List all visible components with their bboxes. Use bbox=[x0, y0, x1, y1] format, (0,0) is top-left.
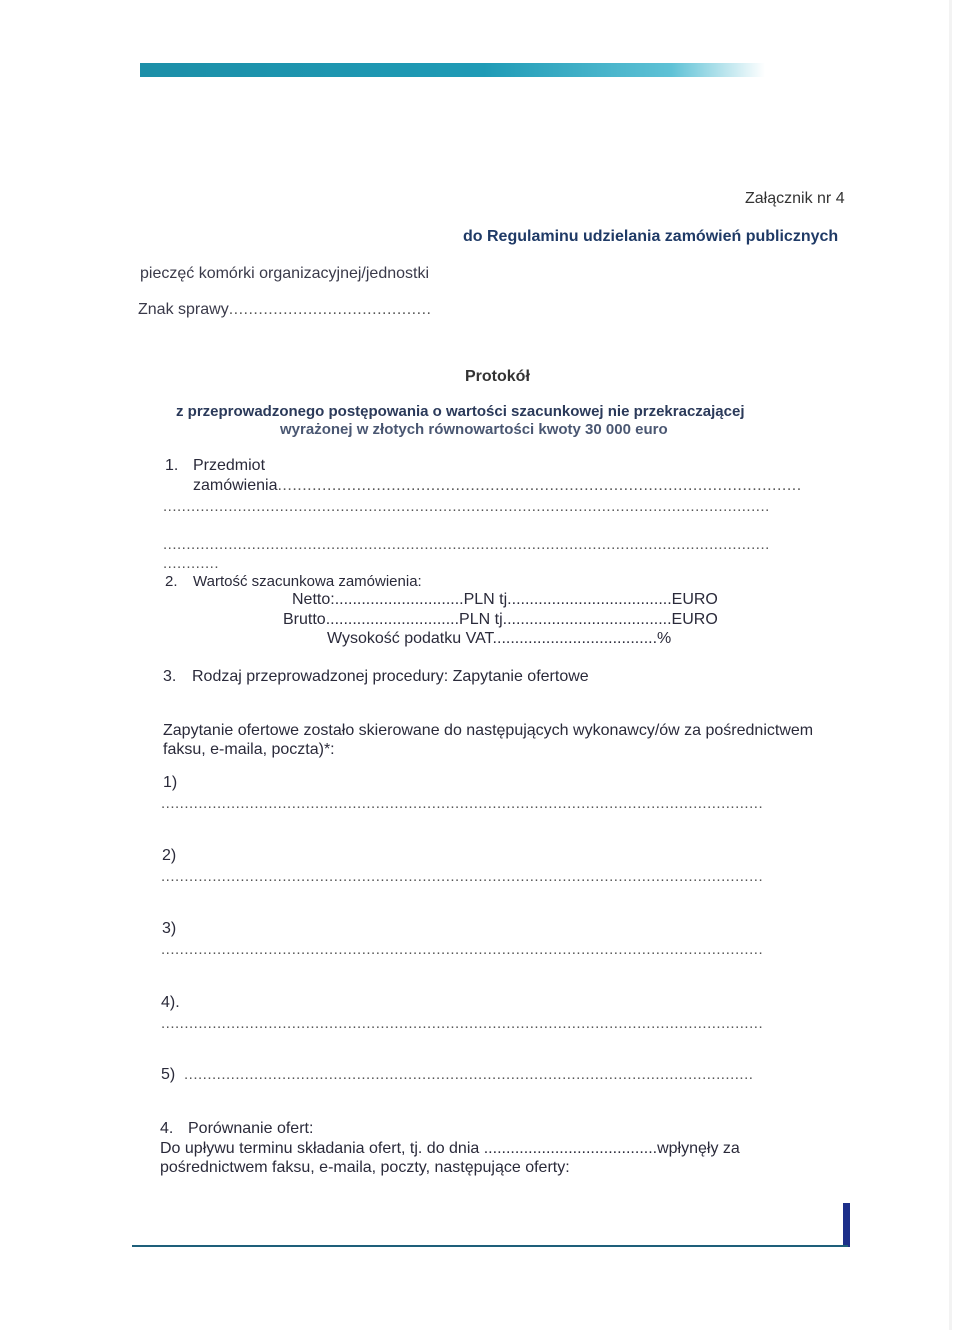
section1-number: 1. bbox=[165, 457, 179, 474]
section1-label-cont bbox=[193, 477, 802, 495]
procedure-type-value: Zapytanie ofertowe bbox=[452, 668, 589, 685]
section1-dots-2: .................................................................................................................................. bbox=[163, 498, 770, 515]
contractor-item-label: 3) bbox=[162, 920, 177, 937]
footer-rule bbox=[132, 1245, 848, 1247]
header-decorative-bar bbox=[140, 63, 765, 77]
section1-dots-1: .......................................................................................................... bbox=[277, 477, 802, 494]
protocol-subtitle-line2: wyrażonej w złotych równowartości kwoty 30 000 euro bbox=[280, 421, 668, 438]
section2-number: 2. bbox=[165, 573, 178, 590]
netto-line: Netto:.............................PLN tj.....................................EURO bbox=[292, 591, 718, 608]
contractor-item-dots: ................................................................................................................................. bbox=[161, 941, 764, 958]
section3-number: 3. bbox=[163, 668, 177, 685]
stamp-label: pieczęć komórki organizacyjnej/jednostki bbox=[140, 265, 430, 282]
protocol-title: Protokół bbox=[465, 368, 530, 385]
contractor-item-dots: ................................................................................................................................. bbox=[161, 1015, 764, 1032]
contractor-item-label: 1) bbox=[163, 774, 178, 791]
case-number-label: Znak sprawy bbox=[138, 301, 229, 318]
vat-line: Wysokość podatku VAT.....................................% bbox=[327, 630, 672, 647]
section3-intro-line1: Zapytanie ofertowe zostało skierowane do następujących wykonawcy/ów za pośrednictwem bbox=[163, 722, 814, 739]
contractor-item-dots: .......................................................................................................................... bbox=[184, 1066, 754, 1083]
page-edge-shadow bbox=[949, 0, 952, 1330]
section4-line1: Do upływu terminu składania ofert, tj. do dnia .......................................wpłynęły za bbox=[160, 1140, 740, 1157]
regulation-reference: do Regulaminu udzielania zamówień publicznych bbox=[463, 228, 839, 245]
contractor-item-label: 2) bbox=[162, 847, 177, 864]
section4-number: 4. bbox=[160, 1120, 174, 1137]
section1-dots-4: ............ bbox=[163, 555, 220, 572]
section4-line2: pośrednictwem faksu, e-maila, poczty, następujące oferty: bbox=[160, 1159, 570, 1176]
section2-label: Wartość szacunkowa zamówienia: bbox=[193, 573, 422, 590]
contractor-item-label: 4). bbox=[161, 994, 180, 1011]
section3-label: Rodzaj przeprowadzonej procedury: bbox=[192, 668, 449, 685]
section1-dots-3: .................................................................................................................................. bbox=[163, 536, 770, 553]
brutto-line: Brutto..............................PLN tj......................................EURO bbox=[283, 611, 718, 628]
attachment-label: Załącznik nr 4 bbox=[745, 190, 845, 207]
section3-heading bbox=[192, 668, 589, 686]
section3-intro-line2: faksu, e-maila, poczta)*: bbox=[163, 741, 335, 758]
contractor-item-label: 5) bbox=[161, 1066, 176, 1083]
case-number-dots: ......................................... bbox=[228, 301, 432, 318]
section1-label: Przedmiot bbox=[193, 457, 266, 474]
protocol-subtitle-line1: z przeprowadzonego postępowania o wartości szacunkowej nie przekraczającej bbox=[176, 403, 745, 420]
section4-label: Porównanie ofert: bbox=[188, 1120, 314, 1137]
section1-label-word2: zamówienia bbox=[193, 477, 278, 494]
contractor-item-dots: ................................................................................................................................. bbox=[161, 868, 764, 885]
case-number-field bbox=[138, 301, 431, 319]
contractor-item-dots: ................................................................................................................................. bbox=[161, 795, 764, 812]
footer-mark bbox=[843, 1203, 850, 1247]
